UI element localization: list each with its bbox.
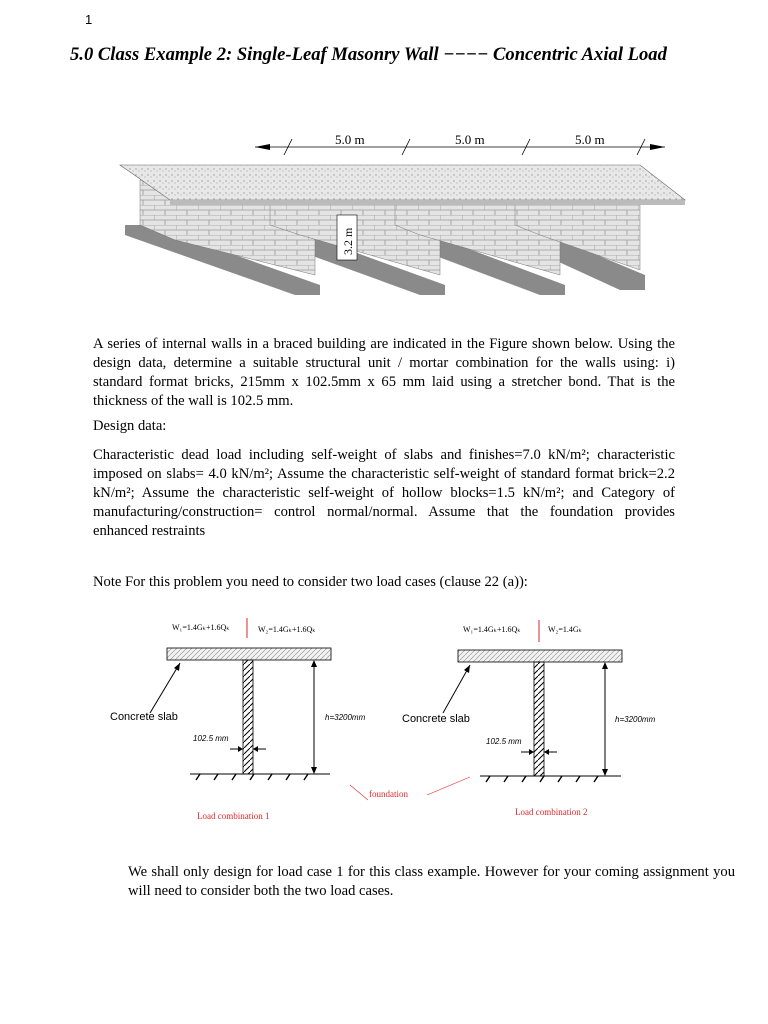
load-w1: W₁=1.4Gₖ+1.6Qₖ: [463, 625, 521, 634]
load-w2: W₂=1.4Gₖ+1.6Qₖ: [258, 625, 316, 634]
roof-slab: [120, 165, 685, 200]
caption-load-combination-2: Load combination 2: [515, 807, 588, 817]
design-data-heading: Design data:: [93, 418, 167, 434]
load-case-2: [402, 620, 656, 817]
caption-load-combination-1: Load combination 1: [197, 811, 270, 821]
height-label: 3.2 m: [341, 227, 355, 255]
load-w2: W₂=1.4Gₖ: [548, 625, 583, 634]
load-case-1: [110, 618, 366, 821]
closing-paragraph: We shall only design for load case 1 for this class example. However for your coming assignment you will need to consider both the two load cases.: [128, 864, 735, 899]
foundation-label: foundation: [369, 789, 408, 799]
span-label: 5.0 m: [455, 132, 485, 147]
design-data-paragraph: Characteristic dead load including self-weight of slabs and finishes=7.0 kN/m²; characteristic imposed on slabs= 4.0 kN/m²; Assume the characteristic self-weight of standard format brick=2.2 kN/m²; Assume the characteristic self-weight of hollow blocks=1.5 kN/m²; and Category of manufacturing/construction= control normal/normal. Assume that the foundation provides enhanced restraints: [93, 447, 675, 539]
span-label: 5.0 m: [335, 132, 365, 147]
note-paragraph: Note For this problem you need to consider two load cases (clause 22 (a)):: [93, 574, 528, 590]
thickness-label: 102.5 mm: [193, 734, 229, 743]
slab-label: Concrete slab: [110, 711, 178, 723]
page-number: 1: [85, 12, 93, 27]
intro-paragraph: A series of internal walls in a braced building are indicated in the Figure shown below. Using the design data, determine a suitable structural unit / mortar combination for the walls using: i) standard format bricks, 215mm x 102.5mm x 65 mm laid using a stretcher bond. That is the thickness of the wall is 102.5 mm.: [93, 336, 675, 409]
span-label: 5.0 m: [575, 132, 605, 147]
load-w1: W₁=1.4Gₖ+1.6Qₖ: [172, 623, 230, 632]
thickness-label: 102.5 mm: [486, 737, 522, 746]
height-label: h=3200mm: [615, 715, 656, 724]
walls-figure: [110, 125, 690, 300]
load-cases-diagram: [100, 610, 680, 835]
page-title: 5.0 Class Example 2: Single-Leaf Masonry Wall −−−− Concentric Axial Load: [70, 44, 667, 65]
slab-label: Concrete slab: [402, 713, 470, 725]
height-label: h=3200mm: [325, 713, 366, 722]
